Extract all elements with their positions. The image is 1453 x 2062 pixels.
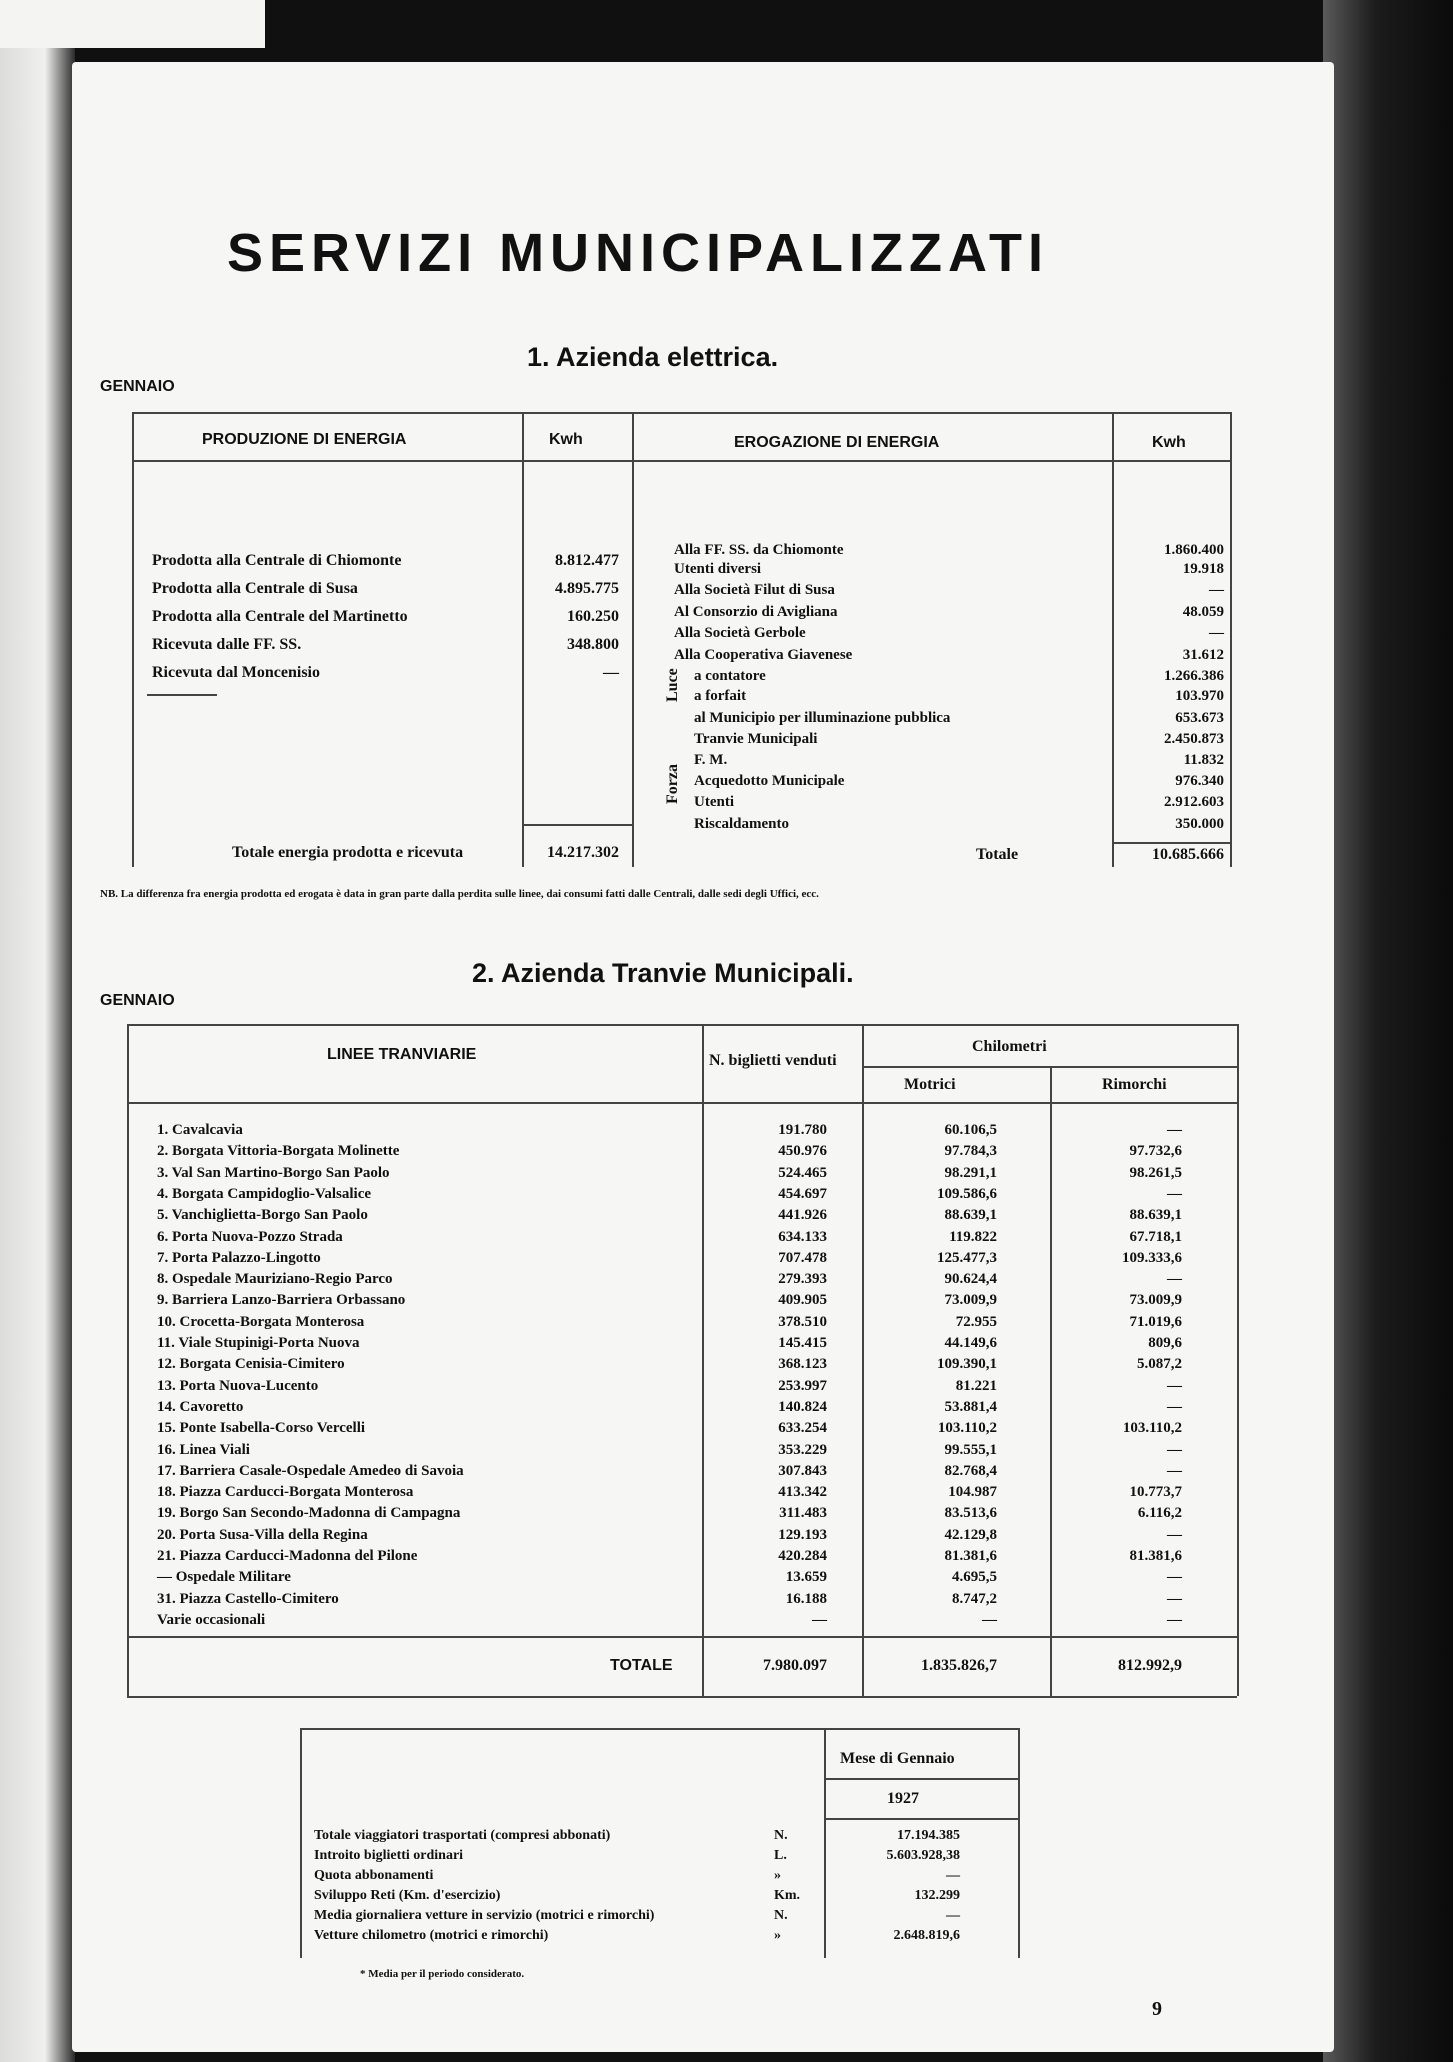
tram-rimorchi: 809,6	[1148, 1335, 1182, 1351]
forza-label: Forza	[664, 764, 681, 804]
summary-row-unit: »	[774, 1868, 781, 1883]
prod-row-label: Prodotta alla Centrale di Susa	[152, 580, 358, 597]
tram-tickets: 279.393	[778, 1271, 827, 1288]
summary-footnote: * Media per il periodo considerato.	[360, 1968, 525, 1980]
erog-row-label: F. M.	[694, 752, 728, 768]
tram-motrici: 81.381,6	[944, 1548, 997, 1564]
tram-motrici: 42.129,8	[944, 1526, 997, 1543]
tram-line-name: 19. Borgo San Secondo-Madonna di Campagna	[157, 1505, 461, 1522]
tram-line-name: 6. Porta Nuova-Pozzo Strada	[157, 1228, 343, 1245]
tram-rimorchi: —	[1167, 1398, 1182, 1415]
tram-motrici: 99.555,1	[944, 1441, 997, 1458]
section1-month: GENNAIO	[100, 378, 175, 395]
summary-row-label: Sviluppo Reti (Km. d'esercizio)	[314, 1888, 501, 1903]
erog-row-label: Alla Cooperativa Giavenese	[674, 647, 853, 663]
tram-rimorchi: 97.732,6	[1129, 1143, 1182, 1160]
s1-header-rule	[132, 460, 1230, 462]
erog-row-value: 48.059	[1182, 604, 1224, 620]
tram-rimorchi: 103.110,2	[1122, 1420, 1182, 1437]
page-mark: 9	[1152, 1998, 1162, 2020]
tram-line-name: 1. Cavalcavia	[157, 1122, 243, 1138]
erog-row-label: a contatore	[694, 668, 766, 684]
tram-tickets: 253.997	[778, 1377, 827, 1394]
tram-motrici: 88.639,1	[944, 1207, 997, 1224]
tram-rimorchi: 5.087,2	[1137, 1356, 1182, 1373]
tram-line-name: Varie occasionali	[157, 1611, 266, 1628]
s2-bottom-rule	[127, 1696, 1237, 1698]
s1-right-rule	[1230, 412, 1232, 867]
tram-tickets: 450.976	[778, 1143, 827, 1160]
tram-rimorchi: 73.009,9	[1129, 1292, 1182, 1309]
erog-header: EROGAZIONE DI ENERGIA	[734, 434, 940, 451]
s1-kwh1-rule	[522, 412, 524, 867]
tram-line-name: 10. Crocetta-Borgata Monterosa	[157, 1313, 365, 1330]
tram-tickets: 307.843	[778, 1462, 827, 1479]
prod-row-label: Prodotta alla Centrale del Martinetto	[152, 608, 408, 625]
prod-row-label: Ricevuta dal Moncenisio	[152, 664, 320, 681]
tram-tickets: 441.926	[778, 1207, 827, 1224]
erog-row-value: 1.266.386	[1164, 668, 1224, 684]
s2-right-rule	[1237, 1024, 1239, 1696]
tram-motrici: 4.695,5	[952, 1569, 997, 1586]
tram-motrici: 82.768,4	[944, 1462, 997, 1479]
tram-motrici: 109.390,1	[937, 1356, 997, 1373]
tram-line-name: 4. Borgata Campidoglio-Valsalice	[157, 1185, 372, 1202]
prod-header: PRODUZIONE DI ENERGIA	[202, 431, 407, 448]
tram-motrici: 104.987	[948, 1484, 997, 1501]
erog-row-value: 653.673	[1175, 710, 1224, 726]
erog-row-value: 1.860.400	[1164, 542, 1224, 558]
summary-row-label: Vetture chilometro (motrici e rimorchi)	[314, 1928, 549, 1943]
prod-row-label: Ricevuta dalle FF. SS.	[152, 636, 302, 653]
s1-prod-total-rule	[522, 824, 632, 826]
tram-tickets: 633.254	[778, 1420, 827, 1437]
tram-line-name: 21. Piazza Carducci-Madonna del Pilone	[157, 1548, 418, 1564]
summary-row-value: 132.299	[914, 1888, 960, 1903]
tram-tickets: 454.697	[778, 1185, 827, 1202]
tram-tickets: 16.188	[785, 1590, 827, 1607]
erog-total-value: 10.685.666	[1152, 846, 1224, 863]
erog-row-value: 19.918	[1182, 561, 1224, 577]
summary-row-label: Introito biglietti ordinari	[314, 1848, 464, 1863]
scan-border-tab	[0, 0, 265, 48]
s1-left-rule	[132, 412, 134, 867]
s2-tickets-rule	[702, 1024, 704, 1696]
summary-row-value: 17.194.385	[897, 1828, 960, 1843]
scan-border-right	[1323, 0, 1453, 2062]
erog-row-value: 2.450.873	[1164, 731, 1224, 747]
erog-row-value: 11.832	[1183, 752, 1224, 768]
s1-top-rule	[132, 412, 1230, 414]
erog-row-value: 31.612	[1182, 647, 1224, 663]
summary-row-value: —	[946, 1908, 960, 1923]
tram-rimorchi: —	[1167, 1441, 1182, 1458]
tram-motrici: 73.009,9	[944, 1292, 997, 1309]
summary-year: 1927	[887, 1790, 919, 1807]
prod-row-value: —	[603, 664, 619, 681]
tram-rimorchi: 109.333,6	[1122, 1249, 1182, 1266]
tram-tickets: 368.123	[778, 1356, 827, 1373]
tram-line-name: 11. Viale Stupinigi-Porta Nuova	[157, 1335, 360, 1351]
prod-kwh-header: Kwh	[549, 431, 583, 448]
tram-line-name: 16. Linea Viali	[157, 1441, 250, 1458]
tram-tickets: 707.478	[778, 1249, 827, 1266]
tram-line-name: 17. Barriera Casale-Ospedale Amedeo di Savoia	[157, 1462, 464, 1479]
tram-rimorchi: —	[1167, 1185, 1182, 1202]
tram-motrici: —	[982, 1611, 997, 1628]
tram-tickets: —	[812, 1611, 827, 1628]
s2-rimorchi-rule	[1050, 1066, 1052, 1696]
erog-kwh-header: Kwh	[1152, 434, 1186, 451]
tram-rimorchi: —	[1167, 1377, 1182, 1394]
col-tickets-header: N. biglietti venduti	[709, 1052, 837, 1069]
summary-month: Mese di Gennaio	[840, 1750, 955, 1767]
erog-row-label: Al Consorzio di Avigliana	[674, 604, 838, 620]
total-tickets: 7.980.097	[763, 1657, 827, 1674]
tram-motrici: 60.106,5	[944, 1122, 997, 1138]
s1-mid-rule	[632, 412, 634, 867]
summary-month-rule	[824, 1778, 1020, 1780]
tram-line-name: 12. Borgata Cenisia-Cimitero	[157, 1356, 345, 1373]
tram-rimorchi: 6.116,2	[1137, 1505, 1182, 1522]
tram-rimorchi: —	[1167, 1590, 1182, 1607]
luce-label: Luce	[664, 668, 681, 702]
summary-row-label: Totale viaggiatori trasportati (compresi abbonati)	[314, 1828, 611, 1843]
summary-row-unit: N.	[774, 1908, 788, 1923]
prod-row-value: 160.250	[567, 608, 619, 625]
tram-line-name: 2. Borgata Vittoria-Borgata Molinette	[157, 1143, 400, 1160]
tram-motrici: 81.221	[955, 1377, 997, 1394]
tram-tickets: 353.229	[778, 1441, 827, 1458]
tram-rimorchi: —	[1167, 1462, 1182, 1479]
prod-row-value: 8.812.477	[555, 552, 619, 569]
tram-motrici: 90.624,4	[944, 1271, 997, 1288]
tram-line-name: 9. Barriera Lanzo-Barriera Orbassano	[157, 1292, 406, 1309]
tram-tickets: 145.415	[778, 1335, 827, 1351]
tram-tickets: 413.342	[778, 1484, 827, 1501]
erog-row-label: al Municipio per illuminazione pubblica	[694, 710, 951, 726]
summary-year-rule	[824, 1818, 1020, 1820]
erog-row-label: Alla FF. SS. da Chiomonte	[674, 542, 844, 558]
erog-row-value: 350.000	[1175, 816, 1224, 832]
tram-line-name: 18. Piazza Carducci-Borgata Monterosa	[157, 1484, 414, 1501]
tram-rimorchi: —	[1167, 1611, 1182, 1628]
tram-line-name: 13. Porta Nuova-Lucento	[157, 1377, 319, 1394]
summary-row-unit: N.	[774, 1828, 788, 1843]
tram-motrici: 97.784,3	[944, 1143, 997, 1160]
tram-motrici: 8.747,2	[952, 1590, 997, 1607]
section2-title: 2. Azienda Tranvie Municipali.	[472, 958, 854, 988]
tram-tickets: 409.905	[778, 1292, 827, 1309]
section1-note: NB. La differenza fra energia prodotta ed erogata è data in gran parte dalla perdita sulle linee, dai consumi fatti dalle Centrali, dalle sedi degli Uffici, ecc.	[100, 888, 819, 900]
tram-tickets: 311.483	[779, 1505, 827, 1522]
summary-row-unit: L.	[774, 1848, 787, 1863]
section1-title: 1. Azienda elettrica.	[527, 342, 779, 372]
tram-rimorchi: —	[1167, 1271, 1182, 1288]
summary-row-value: 5.603.928,38	[886, 1848, 960, 1863]
tram-rimorchi: —	[1167, 1122, 1182, 1138]
prod-total-value: 14.217.302	[547, 844, 619, 861]
tram-line-name: 14. Cavoretto	[157, 1398, 244, 1415]
prod-row-label: Prodotta alla Centrale di Chiomonte	[152, 552, 402, 569]
erog-row-label: Alla Società Filut di Susa	[674, 582, 835, 598]
tram-line-name: — Ospedale Militare	[157, 1569, 291, 1586]
tram-rimorchi: —	[1167, 1569, 1182, 1586]
tram-motrici: 83.513,6	[944, 1505, 997, 1522]
tram-motrici: 119.822	[949, 1228, 997, 1245]
tram-tickets: 140.824	[778, 1398, 827, 1415]
col-motrici-header: Motrici	[904, 1076, 956, 1093]
prod-row-value: 4.895.775	[555, 580, 619, 597]
scan-border-left	[0, 48, 75, 2062]
erog-row-value: 976.340	[1175, 773, 1224, 789]
tram-rimorchi: 81.381,6	[1129, 1548, 1182, 1564]
erog-row-label: Alla Società Gerbole	[674, 625, 806, 641]
tram-line-name: 15. Ponte Isabella-Corso Vercelli	[157, 1420, 366, 1437]
erog-row-label: Utenti	[694, 794, 734, 810]
erog-row-label: Acquedotto Municipale	[694, 773, 845, 789]
summary-row-value: —	[946, 1868, 960, 1883]
tram-tickets: 13.659	[785, 1569, 827, 1586]
erog-row-label: Tranvie Municipali	[694, 731, 818, 747]
tram-rimorchi: —	[1167, 1526, 1182, 1543]
s2-left-rule	[127, 1024, 129, 1696]
summary-row-label: Quota abbonamenti	[314, 1868, 434, 1883]
tram-tickets: 634.133	[778, 1228, 827, 1245]
tram-tickets: 129.193	[778, 1526, 827, 1543]
total-motrici: 1.835.826,7	[921, 1657, 997, 1674]
tram-rimorchi: 71.019,6	[1129, 1313, 1182, 1330]
tram-motrici: 53.881,4	[944, 1398, 997, 1415]
prod-row-value: 348.800	[567, 636, 619, 653]
erog-row-label: Utenti diversi	[674, 561, 762, 577]
erog-row-label: a forfait	[694, 688, 747, 704]
tram-tickets: 524.465	[778, 1164, 827, 1181]
section2-month: GENNAIO	[100, 992, 175, 1009]
tram-tickets: 420.284	[778, 1548, 827, 1564]
tram-line-name: 8. Ospedale Mauriziano-Regio Parco	[157, 1271, 393, 1288]
total-rimorchi: 812.992,9	[1118, 1657, 1182, 1674]
tram-motrici: 125.477,3	[937, 1249, 997, 1266]
erog-row-value: —	[1209, 582, 1224, 598]
tram-tickets: 191.780	[778, 1122, 827, 1138]
prod-total-label: Totale energia prodotta e ricevuta	[232, 844, 464, 861]
s1-short-rule	[147, 694, 217, 696]
s2-top-rule	[127, 1024, 1237, 1026]
document-page	[72, 62, 1334, 2052]
tram-motrici: 72.955	[955, 1313, 997, 1330]
col-rimorchi-header: Rimorchi	[1102, 1076, 1167, 1093]
erog-row-value: 103.970	[1175, 688, 1224, 704]
tram-rimorchi: 10.773,7	[1129, 1484, 1182, 1501]
tram-rimorchi: 67.718,1	[1129, 1228, 1182, 1245]
tram-motrici: 103.110,2	[937, 1420, 997, 1437]
summary-row-unit: Km.	[774, 1888, 801, 1903]
erog-row-label: Riscaldamento	[694, 816, 789, 832]
summary-right-rule	[1018, 1728, 1020, 1958]
s2-motrici-rule	[862, 1024, 864, 1696]
summary-value-rule	[824, 1728, 826, 1958]
tram-line-name: 7. Porta Palazzo-Lingotto	[157, 1249, 321, 1266]
tram-motrici: 44.149,6	[944, 1335, 997, 1351]
tram-motrici: 98.291,1	[944, 1164, 997, 1181]
tram-motrici: 109.586,6	[937, 1185, 997, 1202]
erog-row-value: —	[1209, 625, 1224, 641]
summary-left-rule	[300, 1728, 302, 1958]
tram-line-name: 3. Val San Martino-Borgo San Paolo	[157, 1164, 390, 1181]
tram-tickets: 378.510	[778, 1313, 827, 1330]
page-title: SERVIZI MUNICIPALIZZATI	[227, 223, 1049, 283]
tram-rimorchi: 88.639,1	[1129, 1207, 1182, 1224]
summary-row-unit: »	[774, 1928, 781, 1943]
s2-header-rule	[127, 1102, 1237, 1104]
total-label: TOTALE	[610, 1657, 673, 1674]
s2-total-rule	[127, 1636, 1237, 1638]
summary-row-value: 2.648.819,6	[893, 1928, 960, 1943]
summary-top-rule	[300, 1728, 1020, 1730]
tram-line-name: 31. Piazza Castello-Cimitero	[157, 1590, 339, 1607]
tram-rimorchi: 98.261,5	[1129, 1164, 1182, 1181]
tram-line-name: 5. Vanchiglietta-Borgo San Paolo	[157, 1207, 368, 1224]
summary-row-label: Media giornaliera vetture in servizio (motrici e rimorchi)	[314, 1908, 655, 1923]
col-lines-header: LINEE TRANVIARIE	[327, 1046, 477, 1063]
s1-erog-total-rule	[1112, 842, 1230, 844]
erog-total-label: Totale	[976, 846, 1019, 863]
erog-row-value: 2.912.603	[1164, 794, 1224, 810]
tram-line-name: 20. Porta Susa-Villa della Regina	[157, 1526, 368, 1543]
col-km-header: Chilometri	[972, 1038, 1047, 1055]
